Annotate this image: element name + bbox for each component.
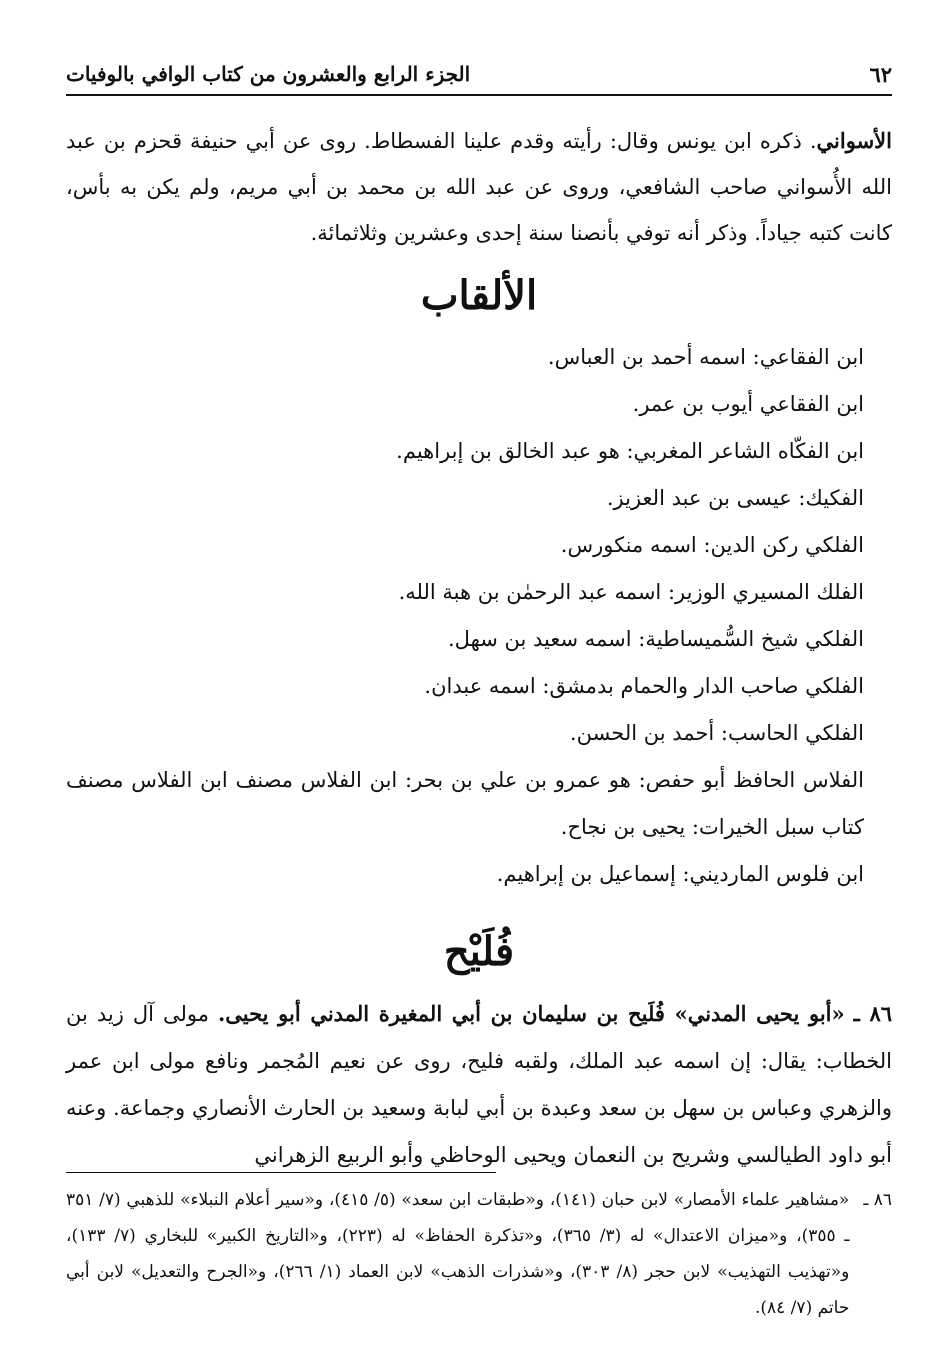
book-page — [66, 0, 892, 1372]
section-title-alqab: الألقاب — [420, 272, 538, 319]
list-item: الفلكي الحاسب: أحمد بن الحسن. — [569, 721, 864, 745]
section-title-falih: فُلَيْح — [443, 928, 515, 975]
entry-heading: «أبو يحيى المدني» فُلَيح بن سليمان بن أبي المغيرة المدني أبو يحيى. — [217, 1001, 845, 1026]
page-number: ٦٢ — [869, 61, 892, 87]
entry-text: مولى آل زيد بن الخطاب: يقال: إن اسمه عبد الملك، ولقبه فليح، روى عن نعيم المُجمر ونافع مولى ابن عمر والزهري وعباس بن سهل بن سعد وعبدة بن أبي لبابة وسعيد بن الحارث الأنصاري وجماعة. وعنه أبو داود الطيالسي وشريح بن النعمان ويحيى الوحاظي وأبو الربيع الزهراني — [66, 1002, 892, 1167]
list-item: الفلاس الحافظ أبو حفص: هو عمرو بن علي بن بحر: ابن الفلاس مصنف ابن الفلاس مصنف كتاب سبل الخيرات: يحيى بن نجاح. — [66, 768, 864, 839]
list-item: الفلكي ركن الدين: اسمه منكورس. — [560, 533, 864, 557]
list-item: ابن فلوس المارديني: إسماعيل بن إبراهيم. — [496, 862, 864, 886]
alqab-list — [66, 334, 892, 898]
intro-text: . ذكره ابن يونس وقال: رأيته وقدم علينا الفسطاط. روى عن أبي حنيفة قحزم بن عبد الله الأُسواني صاحب الشافعي، وروى عن عبد الله بن محمد بن أبي مريم، ولم يكن به بأس، كانت كتبه جياداً. وذكر أنه توفي بأنصنا سنة إحدى وعشرين وثلاثمائة. — [66, 129, 892, 245]
intro-paragraph — [66, 118, 892, 256]
running-title: الجزء الرابع والعشرون من كتاب الوافي بالوفيات — [66, 62, 471, 86]
intro-lead: الأسواني — [816, 128, 892, 153]
footnote-divider — [66, 1172, 496, 1173]
biography-entry — [66, 990, 892, 1179]
running-header — [66, 54, 892, 96]
list-item: الفلكي شيخ السُّميساطية: اسمه سعيد بن سهل. — [447, 627, 864, 651]
footnote — [66, 1182, 892, 1326]
list-item: الفكيك: عيسى بن عبد العزيز. — [606, 486, 864, 510]
footnote-number: ٨٦ ـ — [863, 1190, 892, 1210]
entry-number: ٨٦ ـ — [853, 1001, 892, 1026]
list-item: ابن الفقاعي: اسمه أحمد بن العباس. — [547, 345, 864, 369]
list-item: ابن الفقاعي أيوب بن عمر. — [632, 392, 864, 416]
list-item: الفلكي صاحب الدار والحمام بدمشق: اسمه عبدان. — [424, 674, 864, 698]
list-item: ابن الفكّاه الشاعر المغربي: هو عبد الخالق بن إبراهيم. — [396, 439, 864, 463]
footnote-text: «مشاهير علماء الأمصار» لابن حبان (١٤١)، و«طبقات ابن سعد» (٥/ ٤١٥)، و«سير أعلام النبلاء» للذهبي (٧/ ٣٥١ ـ ٣٥٥)، و«ميزان الاعتدال» له (٣/ ٣٦٥)، و«تذكرة الحفاظ» له (٢٢٣)، و«التاريخ الكبير» للبخاري (٧/ ١٣٣)، و«تهذيب التهذيب» لابن حجر (٨/ ٣٠٣)، و«شذرات الذهب» لابن العماد (١/ ٢٦٦)، و«الجرح والتعديل» لابن أبي حاتم (٧/ ٨٤). — [66, 1190, 850, 1318]
list-item: الفلك المسيري الوزير: اسمه عبد الرحمٰن بن هبة الله. — [398, 580, 864, 604]
